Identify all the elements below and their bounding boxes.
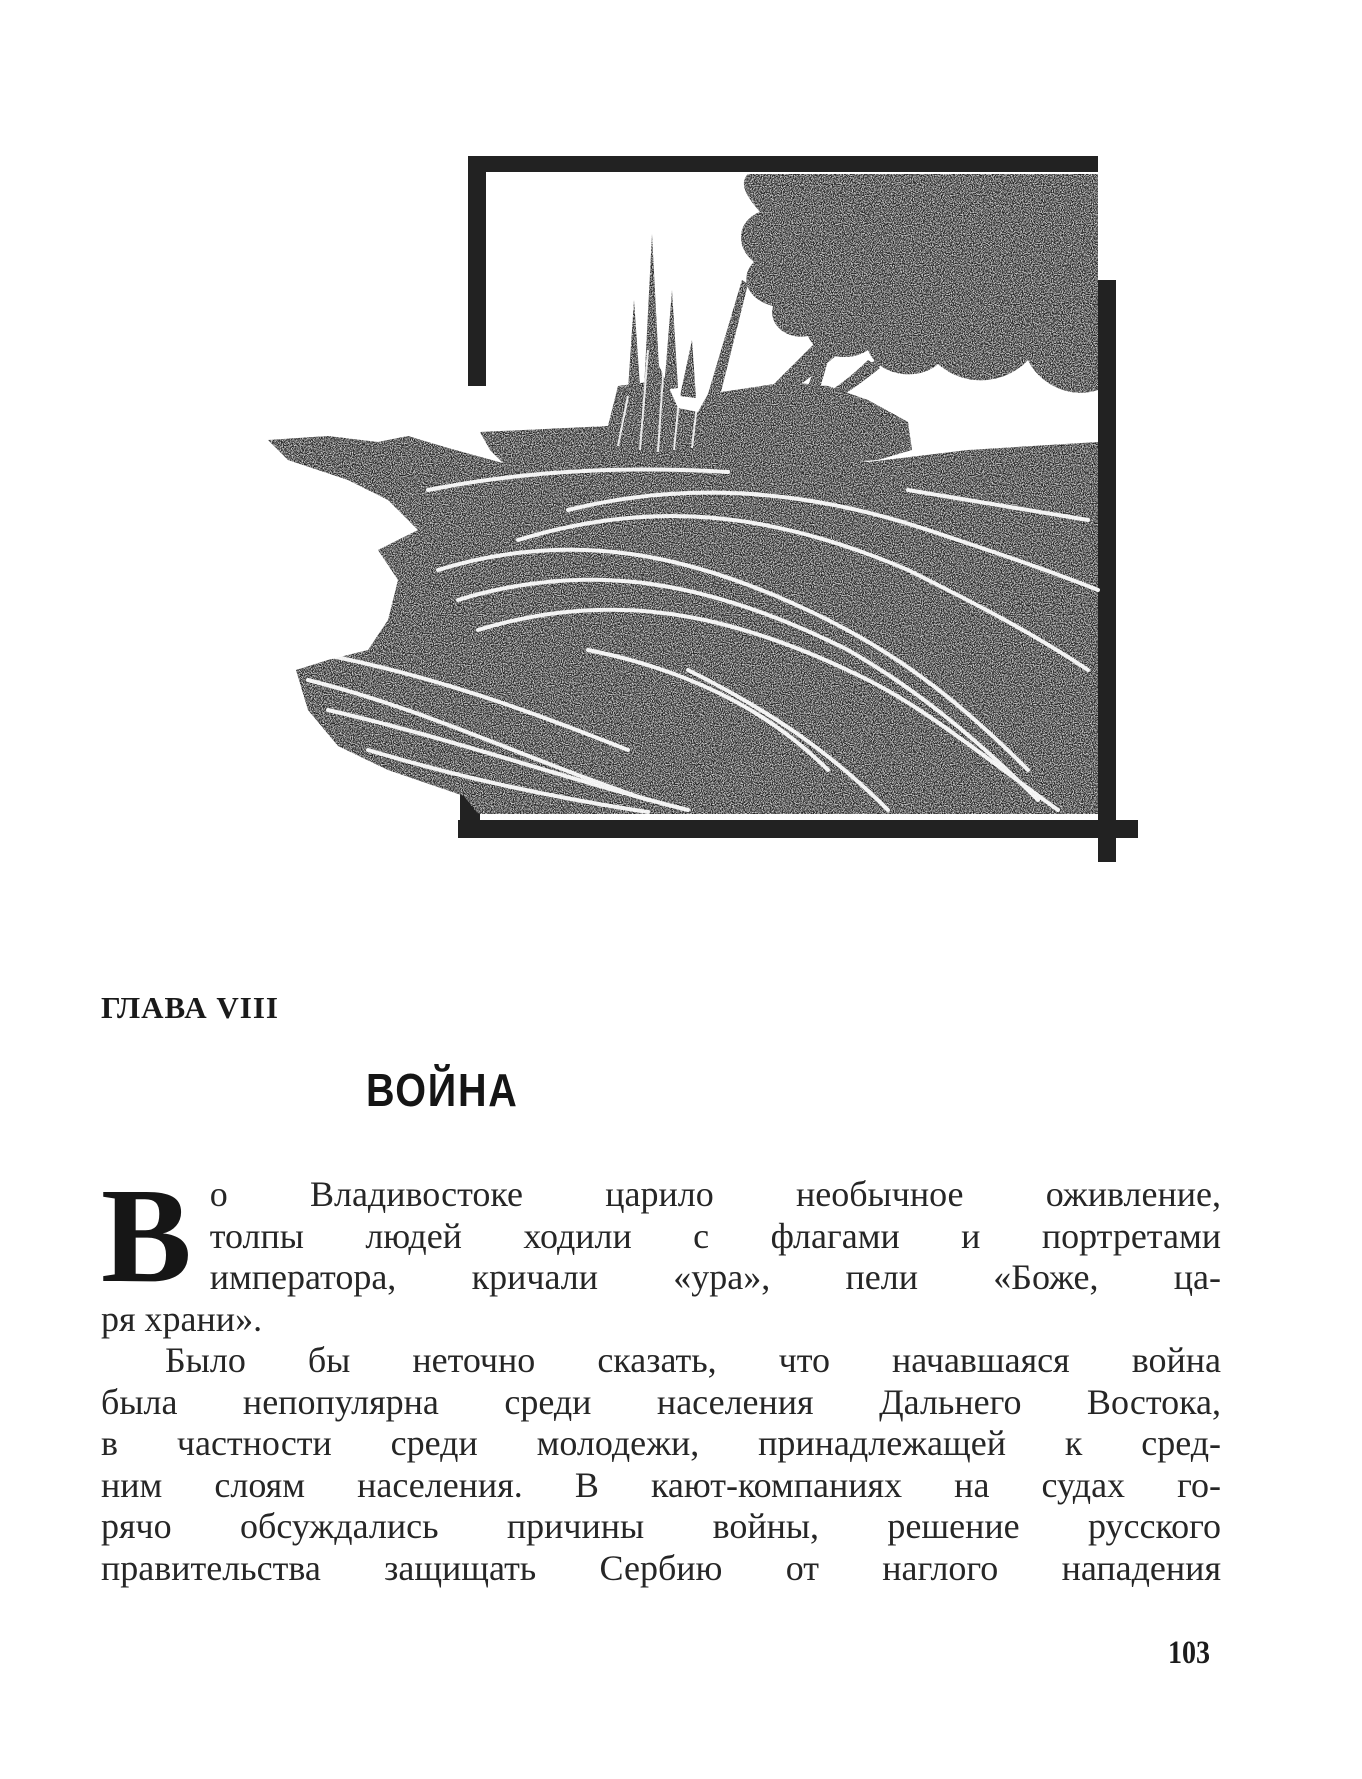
text-line: ря храни». bbox=[101, 1298, 263, 1339]
text-line: правительства защищать Сербию от наглого нападения bbox=[101, 1547, 1221, 1588]
smoke-cloud bbox=[738, 174, 1098, 416]
drop-cap: В bbox=[101, 1161, 192, 1311]
paragraph-2 bbox=[101, 1340, 1221, 1382]
text-line: о Владивостоке царило необычное оживление, bbox=[209, 1174, 1221, 1214]
text-line: рячо обсуждались причины войны, решение русского bbox=[101, 1506, 1221, 1546]
chapter-label: ГЛАВА VIII bbox=[101, 990, 279, 1025]
body-text bbox=[101, 1161, 1221, 1589]
text-line: Было бы неточно сказать, что начавшаяся война bbox=[165, 1340, 1221, 1380]
page-number: 103 bbox=[1168, 1635, 1211, 1671]
text-line: в частности среди молодежи, принадлежащей к сред- bbox=[101, 1423, 1221, 1463]
paragraph-1-end bbox=[101, 1299, 1221, 1341]
chapter-title: ВОЙНА bbox=[366, 1064, 519, 1116]
text-line: толпы людей ходили с флагами и портретами bbox=[209, 1215, 1221, 1256]
text-line: ним слоям населения. В кают-компаниях на судах го- bbox=[101, 1464, 1221, 1505]
text-line: была непопулярна среди населения Дальнего Востока, bbox=[101, 1381, 1221, 1422]
text-line: императора, кричали «ура», пели «Боже, ца- bbox=[209, 1257, 1221, 1297]
woodcut-illustration bbox=[268, 150, 1168, 862]
paragraph-2-cont bbox=[101, 1382, 1221, 1590]
paragraph-1 bbox=[101, 1161, 1221, 1311]
